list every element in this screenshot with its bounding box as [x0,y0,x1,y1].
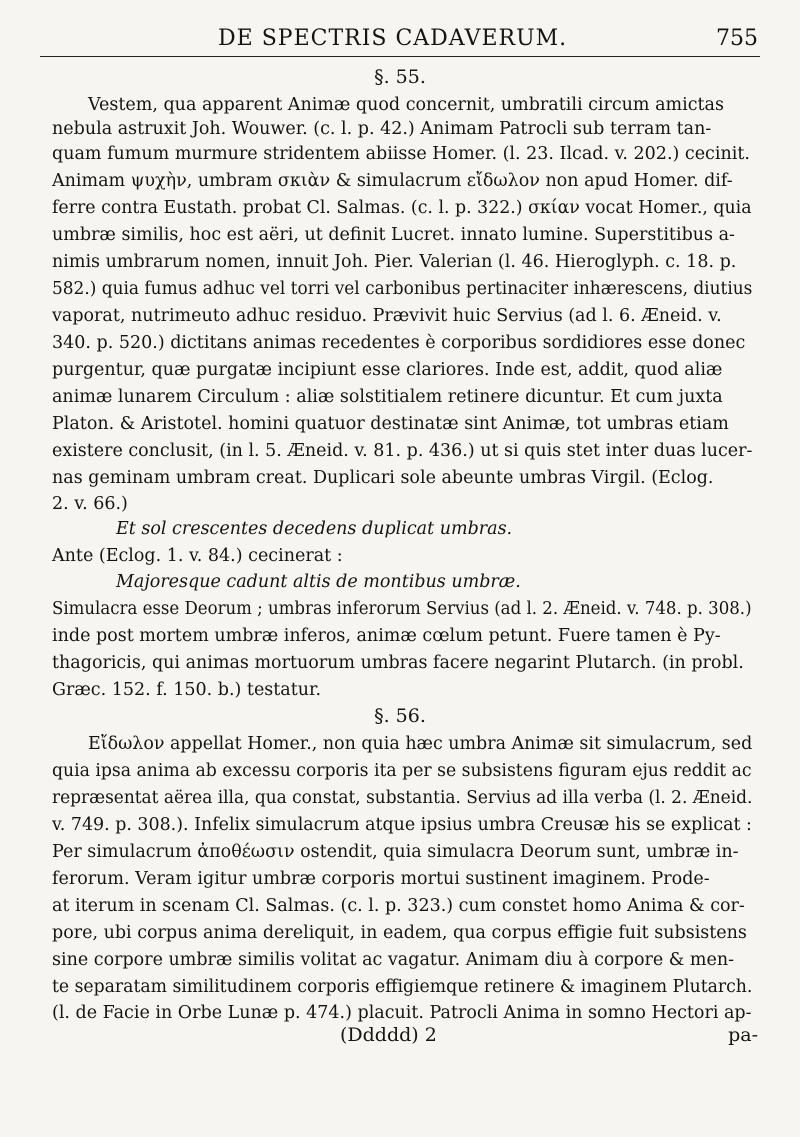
page-number: 755 [716,26,758,51]
text-line: quam fumum murmure stridentem abiisse Homer. (l. 23. Ilcad. v. 202.) cecinit. [52,144,750,164]
text-line: 2. v. 66.) [52,494,128,514]
verse-quote: Majoresque cadunt altis de montibus umbræ. [116,572,521,592]
text-line: (l. de Facie in Orbe Lunæ p. 474.) placuit. Patrocli Anima in somno Hectori ap- [52,1003,752,1023]
text-line: inde post mortem umbræ inferos, animæ cœlum petunt. Fuere tamen è Py- [52,626,721,646]
text-line: at iterum in scenam Cl. Salmas. (c. l. p. 323.) cum constet homo Anima & cor- [52,896,745,916]
text-line: Græc. 152. f. 150. b.) testatur. [52,680,322,700]
text-line: v. 749. p. 308.). Infelix simulacrum atque ipsius umbra Creusæ his se explicat : [52,815,752,835]
text-line: 582.) quia fumus adhuc vel torri vel carbonibus pertinaciter inhærescens, diutius [52,279,753,299]
running-title: DE SPECTRIS CADAVERUM. [218,26,568,51]
text-line: pore, ubi corpus anima dereliquit, in eadem, qua corpus effigie fuit subsistens [52,923,747,943]
header-rule [40,56,760,57]
section-55-heading: §. 55. [374,66,426,88]
text-line: Εἴδωλον appellat Homer., non quia hæc umbra Animæ sit simulacrum, sed [88,734,753,754]
text-line: Animam ψυχὴν, umbram σκιὰν & simulacrum εἴδωλον non apud Homer. dif- [52,171,733,191]
text-line: Simulacra esse Deorum ; umbras inferorum Servius (ad l. 2. Æneid. v. 748. p. 308.) [52,599,752,619]
text-line: Ante (Eclog. 1. v. 84.) cecinerat : [52,546,343,566]
text-line: nas geminam umbram creat. Duplicari sole abeunte umbras Virgil. (Eclog. [52,468,714,488]
text-line: thagoricis, qui animas mortuorum umbras facere negarint Plutarch. (in probl. [52,653,744,673]
text-line: te separatam similitudinem corporis effigiemque retinere & imaginem Plutarch. [52,977,753,997]
text-line: ferorum. Veram igitur umbræ corporis mortui sustinent imaginem. Prode- [52,869,710,889]
text-line: sine corpore umbræ similis volitat ac vagatur. Animam diu à corpore & men- [52,950,735,970]
section-56-heading: §. 56. [374,705,426,727]
text-line: 340. p. 520.) dictitans animas recedentes è corporibus sordidiores esse donec [52,333,746,353]
text-line: nimis umbrarum nomen, innuit Joh. Pier. Valerian (l. 46. Hieroglyph. c. 18. p. [52,252,737,272]
verse-quote: Et sol crescentes decedens duplicat umbras. [116,519,513,539]
text-line: quia ipsa anima ab excessu corporis ita per se subsistens figuram ejus reddit ac [52,761,752,781]
text-line: repræsentat aërea illa, qua constat, substantia. Servius ad illa verba (l. 2. Æneid. [52,788,753,808]
catchword: pa- [728,1024,758,1046]
text-line: existere conclusit, (in l. 5. Æneid. v. 81. p. 436.) ut si quis stet inter duas lucer- [52,441,753,461]
text-line: nebula astruxit Joh. Wouwer. (c. l. p. 42.) Animam Patrocli sub terram tan- [52,119,712,139]
text-line: animæ lunarem Circulum : aliæ solstitialem retinere dicuntur. Et cum juxta [52,387,723,407]
text-line: vaporat, nutrimeuto adhuc residuo. Prævivit huic Servius (ad l. 6. Æneid. v. [52,306,722,326]
text-line: purgentur, quæ purgatæ incipiunt esse clariores. Inde est, addit, quod aliæ [52,360,723,380]
signature-mark: (Ddddd) 2 [340,1024,437,1046]
text-line: umbræ similis, hoc est aëri, ut definit Lucret. innato lumine. Superstitibus a- [52,225,735,245]
text-line: Vestem, qua apparent Animæ quod concernit, umbratili circum amictas [88,95,724,115]
page-header [0,20,800,60]
text-line: Platon. & Aristotel. homini quatuor destinatæ sint Animæ, tot umbras etiam [52,414,729,434]
text-line: ferre contra Eustath. probat Cl. Salmas. (c. l. p. 322.) σκίαν vocat Homer., quia [52,198,752,218]
text-line: Per simulacrum ἀποθέωσιν ostendit, quia simulacra Deorum sunt, umbræ in- [52,842,739,862]
